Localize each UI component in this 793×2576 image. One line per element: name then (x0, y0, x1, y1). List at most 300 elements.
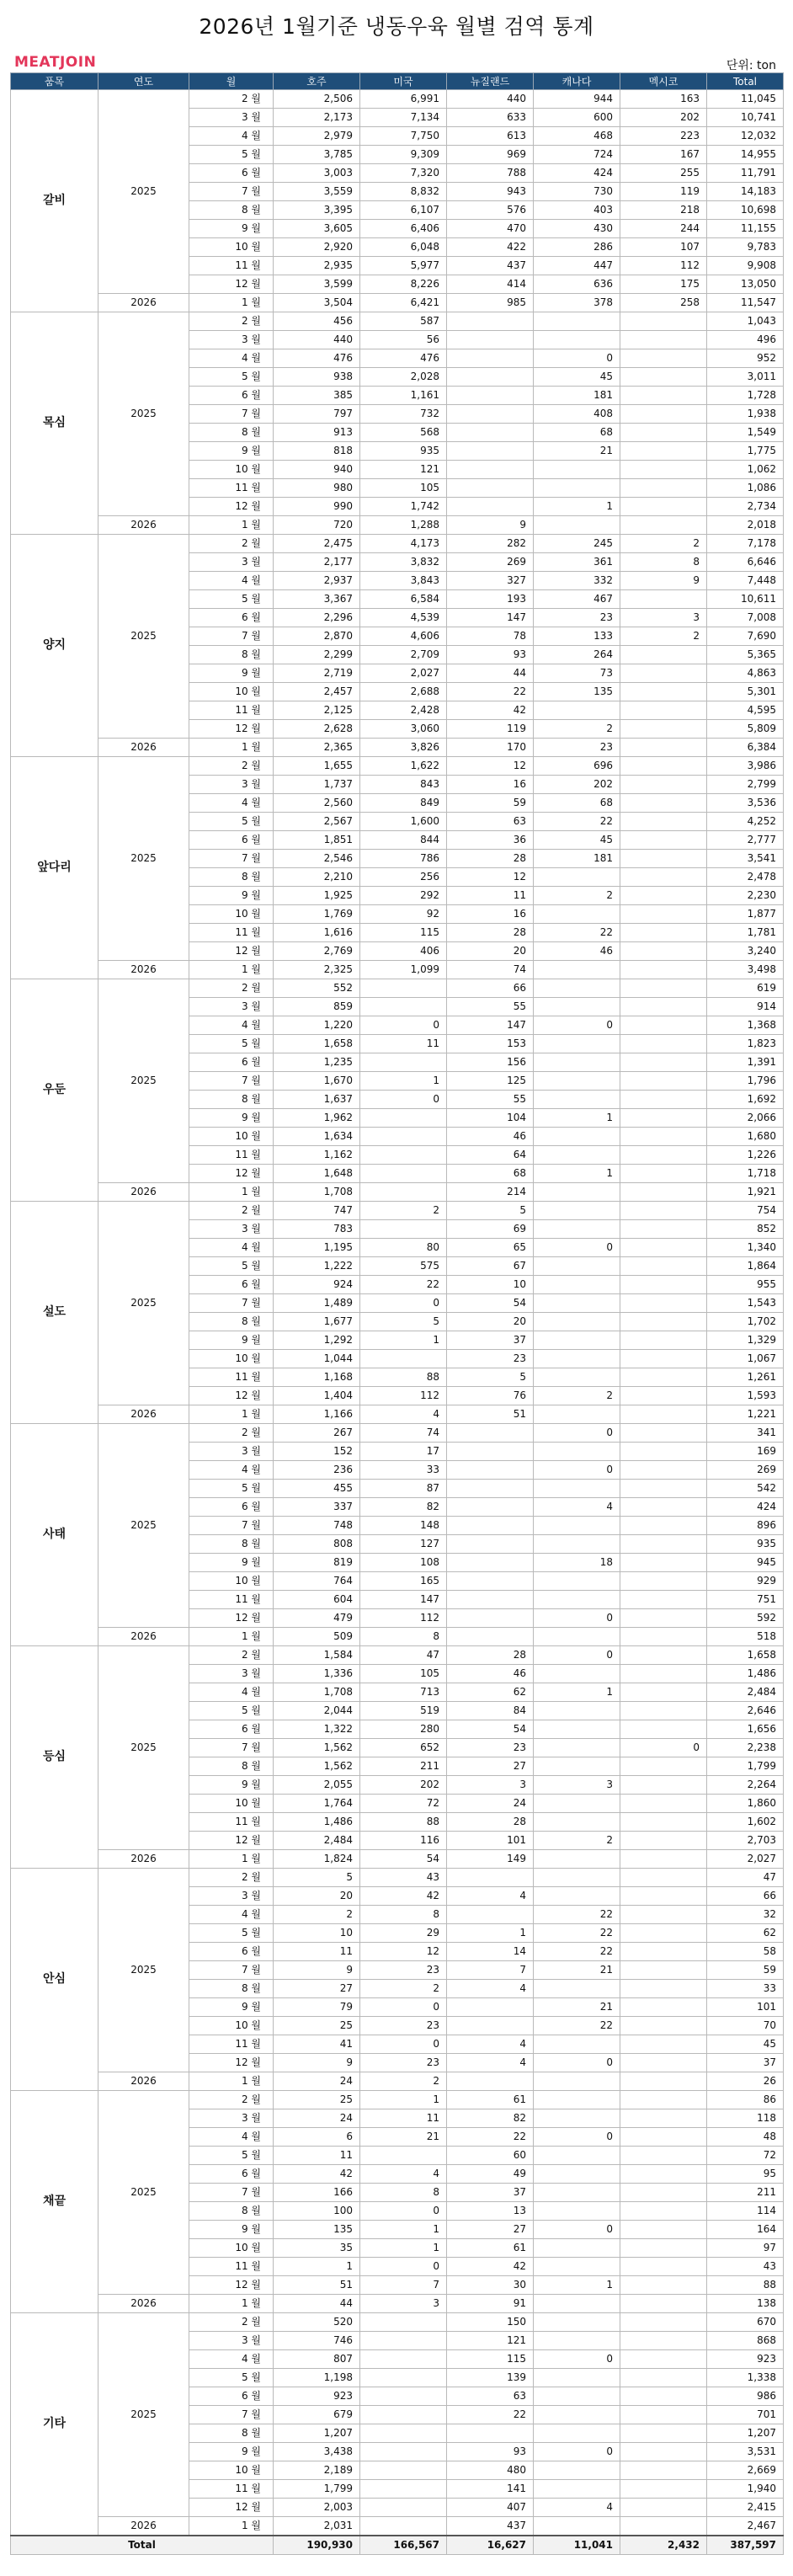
value-cell: 0 (534, 2054, 620, 2072)
value-cell (620, 1887, 707, 1906)
value-cell (534, 1628, 620, 1646)
value-cell (447, 1517, 534, 1535)
value-cell: 407 (447, 2499, 534, 2517)
header-australia: 호주 (274, 73, 360, 90)
value-cell: 6,584 (360, 590, 447, 609)
value-cell: 7,690 (707, 627, 784, 646)
value-cell: 70 (707, 2017, 784, 2035)
value-cell: 9,908 (707, 257, 784, 275)
value-cell: 45 (534, 368, 620, 387)
value-cell: 1,921 (707, 1183, 784, 1202)
value-cell (534, 1795, 620, 1813)
month-cell: 11 월 (189, 701, 274, 720)
value-cell: 1,292 (274, 1331, 360, 1350)
month-cell: 1 월 (189, 1850, 274, 1869)
value-cell (534, 2035, 620, 2054)
value-cell (620, 1609, 707, 1628)
value-cell: 3,060 (360, 720, 447, 739)
value-cell: 45 (534, 831, 620, 850)
value-cell: 100 (274, 2202, 360, 2221)
value-cell: 1,769 (274, 905, 360, 924)
value-cell: 66 (447, 979, 534, 998)
value-cell (620, 831, 707, 850)
month-cell: 9 월 (189, 2221, 274, 2239)
value-cell: 2 (534, 1832, 620, 1850)
value-cell: 385 (274, 387, 360, 405)
value-cell: 1 (274, 2258, 360, 2276)
value-cell: 10 (274, 1924, 360, 1943)
value-cell (534, 2147, 620, 2165)
value-cell: 63 (447, 813, 534, 831)
value-cell: 341 (707, 1424, 784, 1443)
table-row (11, 2313, 784, 2332)
value-cell: 6,421 (360, 294, 447, 312)
value-cell (620, 2295, 707, 2313)
value-cell: 3,826 (360, 739, 447, 757)
month-cell: 10 월 (189, 2239, 274, 2258)
value-cell: 1,728 (707, 387, 784, 405)
value-cell: 2,546 (274, 850, 360, 868)
value-cell (534, 2258, 620, 2276)
month-cell: 5 월 (189, 2147, 274, 2165)
value-cell: 943 (447, 183, 534, 201)
year-cell: 2025 (98, 1424, 189, 1628)
value-cell (360, 2424, 447, 2443)
value-cell: 2,189 (274, 2461, 360, 2480)
value-cell: 748 (274, 1517, 360, 1535)
month-cell: 6 월 (189, 1276, 274, 1294)
month-cell: 6 월 (189, 164, 274, 183)
value-cell: 476 (274, 349, 360, 368)
value-cell: 1,261 (707, 1368, 784, 1387)
value-cell (447, 2072, 534, 2091)
value-cell: 0 (360, 1091, 447, 1109)
value-cell (620, 1461, 707, 1480)
value-cell: 12 (360, 1943, 447, 1961)
value-cell: 440 (274, 331, 360, 349)
value-cell (620, 461, 707, 479)
value-cell: 2 (620, 627, 707, 646)
value-cell: 9 (274, 2054, 360, 2072)
value-cell: 2,688 (360, 683, 447, 701)
value-cell: 10 (447, 1276, 534, 1294)
value-cell: 1,368 (707, 1016, 784, 1035)
value-cell: 167 (620, 146, 707, 164)
value-cell: 27 (447, 1757, 534, 1776)
value-cell (620, 813, 707, 831)
month-cell: 1 월 (189, 1628, 274, 1646)
value-cell: 1,220 (274, 1016, 360, 1035)
value-cell: 181 (534, 850, 620, 868)
value-cell (534, 905, 620, 924)
value-cell: 14,183 (707, 183, 784, 201)
month-cell: 10 월 (189, 1350, 274, 1368)
value-cell: 255 (620, 164, 707, 183)
value-cell: 79 (274, 1998, 360, 2017)
value-cell: 4,606 (360, 627, 447, 646)
header-year: 연도 (98, 73, 189, 90)
value-cell: 258 (620, 294, 707, 312)
value-cell: 1,634 (274, 1128, 360, 1146)
grand-total-value: 387,597 (707, 2536, 784, 2555)
value-cell: 1,198 (274, 2369, 360, 2387)
value-cell: 1,161 (360, 387, 447, 405)
value-cell: 148 (360, 1517, 447, 1535)
value-cell (534, 1405, 620, 1424)
value-cell: 422 (447, 238, 534, 257)
value-cell: 82 (360, 1498, 447, 1517)
value-cell: 153 (447, 1035, 534, 1053)
value-cell (534, 1980, 620, 1998)
value-cell: 30 (447, 2276, 534, 2295)
value-cell: 430 (534, 220, 620, 238)
value-cell (620, 2109, 707, 2128)
value-cell: 3,011 (707, 368, 784, 387)
value-cell: 3,240 (707, 942, 784, 961)
value-cell (620, 1628, 707, 1646)
value-cell: 2 (360, 2072, 447, 2091)
value-cell: 470 (447, 220, 534, 238)
month-cell: 9 월 (189, 2443, 274, 2461)
year-cell: 2026 (98, 1850, 189, 1869)
value-cell: 636 (534, 275, 620, 294)
value-cell: 575 (360, 1257, 447, 1276)
value-cell: 0 (534, 1609, 620, 1628)
value-cell (620, 1776, 707, 1795)
value-cell: 3,536 (707, 794, 784, 813)
value-cell: 414 (447, 275, 534, 294)
value-cell (534, 2387, 620, 2406)
value-cell: 1,938 (707, 405, 784, 424)
value-cell: 2,066 (707, 1109, 784, 1128)
value-cell (620, 979, 707, 998)
value-cell: 1,336 (274, 1665, 360, 1683)
value-cell (620, 2313, 707, 2332)
header-row (11, 73, 784, 90)
value-cell: 93 (447, 2443, 534, 2461)
item-name: 채끝 (11, 2091, 98, 2313)
value-cell: 60 (447, 2147, 534, 2165)
value-cell: 2,299 (274, 646, 360, 664)
value-cell: 1,677 (274, 1313, 360, 1331)
value-cell: 2,044 (274, 1702, 360, 1720)
value-cell: 337 (274, 1498, 360, 1517)
item-name: 우둔 (11, 979, 98, 1202)
month-cell: 11 월 (189, 257, 274, 275)
value-cell: 732 (360, 405, 447, 424)
value-cell: 1,044 (274, 1350, 360, 1368)
value-cell: 1,404 (274, 1387, 360, 1405)
value-cell: 11,547 (707, 294, 784, 312)
value-cell: 859 (274, 998, 360, 1016)
value-cell (620, 2406, 707, 2424)
value-cell: 9,783 (707, 238, 784, 257)
month-cell: 4 월 (189, 1461, 274, 1480)
value-cell: 2,125 (274, 701, 360, 720)
value-cell (447, 1591, 534, 1609)
value-cell: 518 (707, 1628, 784, 1646)
value-cell: 713 (360, 1683, 447, 1702)
value-cell (360, 2461, 447, 2480)
value-cell: 72 (707, 2147, 784, 2165)
value-cell (620, 1387, 707, 1405)
value-cell (534, 1276, 620, 1294)
month-cell: 11 월 (189, 2258, 274, 2276)
value-cell: 1,680 (707, 1128, 784, 1146)
value-cell (534, 1091, 620, 1109)
month-cell: 4 월 (189, 2128, 274, 2147)
value-cell (620, 368, 707, 387)
header-canada: 캐나다 (534, 73, 620, 90)
value-cell (447, 405, 534, 424)
value-cell (620, 2517, 707, 2536)
value-cell (447, 331, 534, 349)
month-cell: 3 월 (189, 1220, 274, 1239)
year-cell: 2026 (98, 1183, 189, 1202)
value-cell: 11 (274, 2147, 360, 2165)
value-cell (620, 1683, 707, 1702)
value-cell: 3,541 (707, 850, 784, 868)
value-cell (534, 2480, 620, 2499)
value-cell (620, 739, 707, 757)
value-cell (620, 1091, 707, 1109)
value-cell: 3,498 (707, 961, 784, 979)
value-cell: 118 (707, 2109, 784, 2128)
value-cell (534, 1128, 620, 1146)
value-cell: 6,384 (707, 739, 784, 757)
value-cell (447, 1998, 534, 2017)
value-cell: 1,235 (274, 1053, 360, 1072)
month-cell: 4 월 (189, 1239, 274, 1257)
value-cell: 1,670 (274, 1072, 360, 1091)
value-cell: 1,658 (274, 1035, 360, 1053)
month-cell: 4 월 (189, 349, 274, 368)
value-cell (620, 1702, 707, 1720)
value-cell: 0 (620, 1739, 707, 1757)
value-cell: 1,288 (360, 516, 447, 535)
month-cell: 8 월 (189, 2202, 274, 2221)
header-item: 품목 (11, 73, 98, 90)
month-cell: 2 월 (189, 1869, 274, 1887)
value-cell: 17 (360, 1443, 447, 1461)
value-cell: 22 (534, 1906, 620, 1924)
value-cell: 2 (620, 535, 707, 553)
month-cell: 2 월 (189, 2091, 274, 2109)
value-cell: 3,843 (360, 572, 447, 590)
month-cell: 8 월 (189, 1091, 274, 1109)
value-cell: 22 (447, 2128, 534, 2147)
table-row (11, 1424, 784, 1443)
value-cell: 747 (274, 1202, 360, 1220)
value-cell (447, 1906, 534, 1924)
month-cell: 7 월 (189, 405, 274, 424)
year-cell: 2025 (98, 535, 189, 739)
value-cell: 969 (447, 146, 534, 164)
value-cell (620, 331, 707, 349)
value-cell (620, 1998, 707, 2017)
value-cell (360, 1109, 447, 1128)
month-cell: 10 월 (189, 1572, 274, 1591)
value-cell: 114 (707, 2202, 784, 2221)
value-cell: 25 (274, 2017, 360, 2035)
value-cell: 20 (447, 942, 534, 961)
value-cell (360, 1146, 447, 1165)
month-cell: 3 월 (189, 998, 274, 1016)
value-cell: 7,448 (707, 572, 784, 590)
value-cell: 112 (360, 1609, 447, 1628)
value-cell (620, 2221, 707, 2239)
value-cell: 0 (360, 1998, 447, 2017)
value-cell: 2,484 (274, 1832, 360, 1850)
value-cell: 43 (360, 1869, 447, 1887)
value-cell: 164 (707, 2221, 784, 2239)
value-cell: 455 (274, 1480, 360, 1498)
header-usa: 미국 (360, 73, 447, 90)
value-cell: 133 (534, 627, 620, 646)
value-cell: 568 (360, 424, 447, 442)
value-cell: 2,734 (707, 498, 784, 516)
value-cell (447, 1554, 534, 1572)
value-cell (620, 1535, 707, 1554)
value-cell: 37 (447, 1331, 534, 1350)
value-cell (620, 1368, 707, 1387)
value-cell: 670 (707, 2313, 784, 2332)
value-cell: 68 (534, 794, 620, 813)
value-cell: 55 (447, 1091, 534, 1109)
value-cell: 169 (707, 1443, 784, 1461)
value-cell: 0 (534, 349, 620, 368)
value-cell: 542 (707, 1480, 784, 1498)
value-cell: 147 (360, 1591, 447, 1609)
value-cell (360, 2387, 447, 2406)
value-cell (620, 1424, 707, 1443)
value-cell (447, 1535, 534, 1554)
month-cell: 9 월 (189, 664, 274, 683)
value-cell: 2,777 (707, 831, 784, 850)
value-cell (360, 1128, 447, 1146)
value-cell: 211 (707, 2184, 784, 2202)
value-cell (360, 2443, 447, 2461)
value-cell: 7,008 (707, 609, 784, 627)
value-cell: 1,860 (707, 1795, 784, 1813)
month-cell: 11 월 (189, 924, 274, 942)
month-cell: 3 월 (189, 553, 274, 572)
month-cell: 12 월 (189, 1832, 274, 1850)
value-cell: 955 (707, 1276, 784, 1294)
value-cell: 63 (447, 2387, 534, 2406)
value-cell (620, 1554, 707, 1572)
value-cell (620, 2072, 707, 2091)
value-cell: 480 (447, 2461, 534, 2480)
value-cell (534, 2239, 620, 2258)
value-cell (534, 1720, 620, 1739)
value-cell (620, 1980, 707, 1998)
value-cell: 2,475 (274, 535, 360, 553)
value-cell (620, 2165, 707, 2184)
value-cell: 61 (447, 2239, 534, 2258)
grand-total-value: 166,567 (360, 2536, 447, 2555)
value-cell: 5 (360, 1313, 447, 1331)
value-cell: 36 (447, 831, 534, 850)
value-cell (620, 757, 707, 776)
value-cell (620, 2054, 707, 2072)
item-name: 기타 (11, 2313, 98, 2536)
value-cell: 576 (447, 201, 534, 220)
value-cell (447, 1424, 534, 1443)
value-cell: 1 (360, 1331, 447, 1350)
month-cell: 5 월 (189, 146, 274, 164)
value-cell: 1 (534, 498, 620, 516)
value-cell: 33 (360, 1461, 447, 1480)
month-cell: 9 월 (189, 1109, 274, 1128)
value-cell: 2 (360, 1980, 447, 1998)
value-cell (620, 664, 707, 683)
value-cell: 152 (274, 1443, 360, 1461)
value-cell: 125 (447, 1072, 534, 1091)
item-name: 설도 (11, 1202, 98, 1424)
value-cell: 12 (447, 757, 534, 776)
value-cell: 256 (360, 868, 447, 887)
value-cell: 95 (707, 2165, 784, 2184)
value-cell: 1,692 (707, 1091, 784, 1109)
header-mexico: 멕시코 (620, 73, 707, 90)
value-cell: 54 (360, 1850, 447, 1869)
value-cell: 327 (447, 572, 534, 590)
value-cell: 9,309 (360, 146, 447, 164)
value-cell (447, 1461, 534, 1480)
value-cell (620, 1757, 707, 1776)
month-cell: 8 월 (189, 868, 274, 887)
header-total: Total (707, 73, 784, 90)
value-cell: 267 (274, 1424, 360, 1443)
value-cell: 20 (447, 1313, 534, 1331)
value-cell: 2,428 (360, 701, 447, 720)
value-cell: 844 (360, 831, 447, 850)
month-cell: 7 월 (189, 1961, 274, 1980)
value-cell: 269 (447, 553, 534, 572)
value-cell: 21 (534, 1961, 620, 1980)
value-cell: 0 (534, 1016, 620, 1035)
month-cell: 6 월 (189, 2165, 274, 2184)
month-cell: 1 월 (189, 2295, 274, 2313)
value-cell: 2,325 (274, 961, 360, 979)
value-cell: 552 (274, 979, 360, 998)
value-cell: 21 (360, 2128, 447, 2147)
stats-table (10, 72, 784, 2555)
value-cell (534, 868, 620, 887)
value-cell: 944 (534, 90, 620, 109)
value-cell (620, 1443, 707, 1461)
year-cell: 2026 (98, 1628, 189, 1646)
value-cell: 819 (274, 1554, 360, 1572)
value-cell: 269 (707, 1461, 784, 1480)
value-cell (534, 331, 620, 349)
value-cell: 29 (360, 1924, 447, 1943)
value-cell: 1,543 (707, 1294, 784, 1313)
year-cell: 2026 (98, 961, 189, 979)
value-cell: 1,764 (274, 1795, 360, 1813)
value-cell: 764 (274, 1572, 360, 1591)
value-cell (620, 1276, 707, 1294)
value-cell (620, 1053, 707, 1072)
value-cell (620, 850, 707, 868)
month-cell: 3 월 (189, 2109, 274, 2128)
value-cell: 2,003 (274, 2499, 360, 2517)
value-cell: 945 (707, 1554, 784, 1572)
value-cell: 9 (620, 572, 707, 590)
value-cell (534, 1035, 620, 1053)
value-cell: 1 (360, 1072, 447, 1091)
